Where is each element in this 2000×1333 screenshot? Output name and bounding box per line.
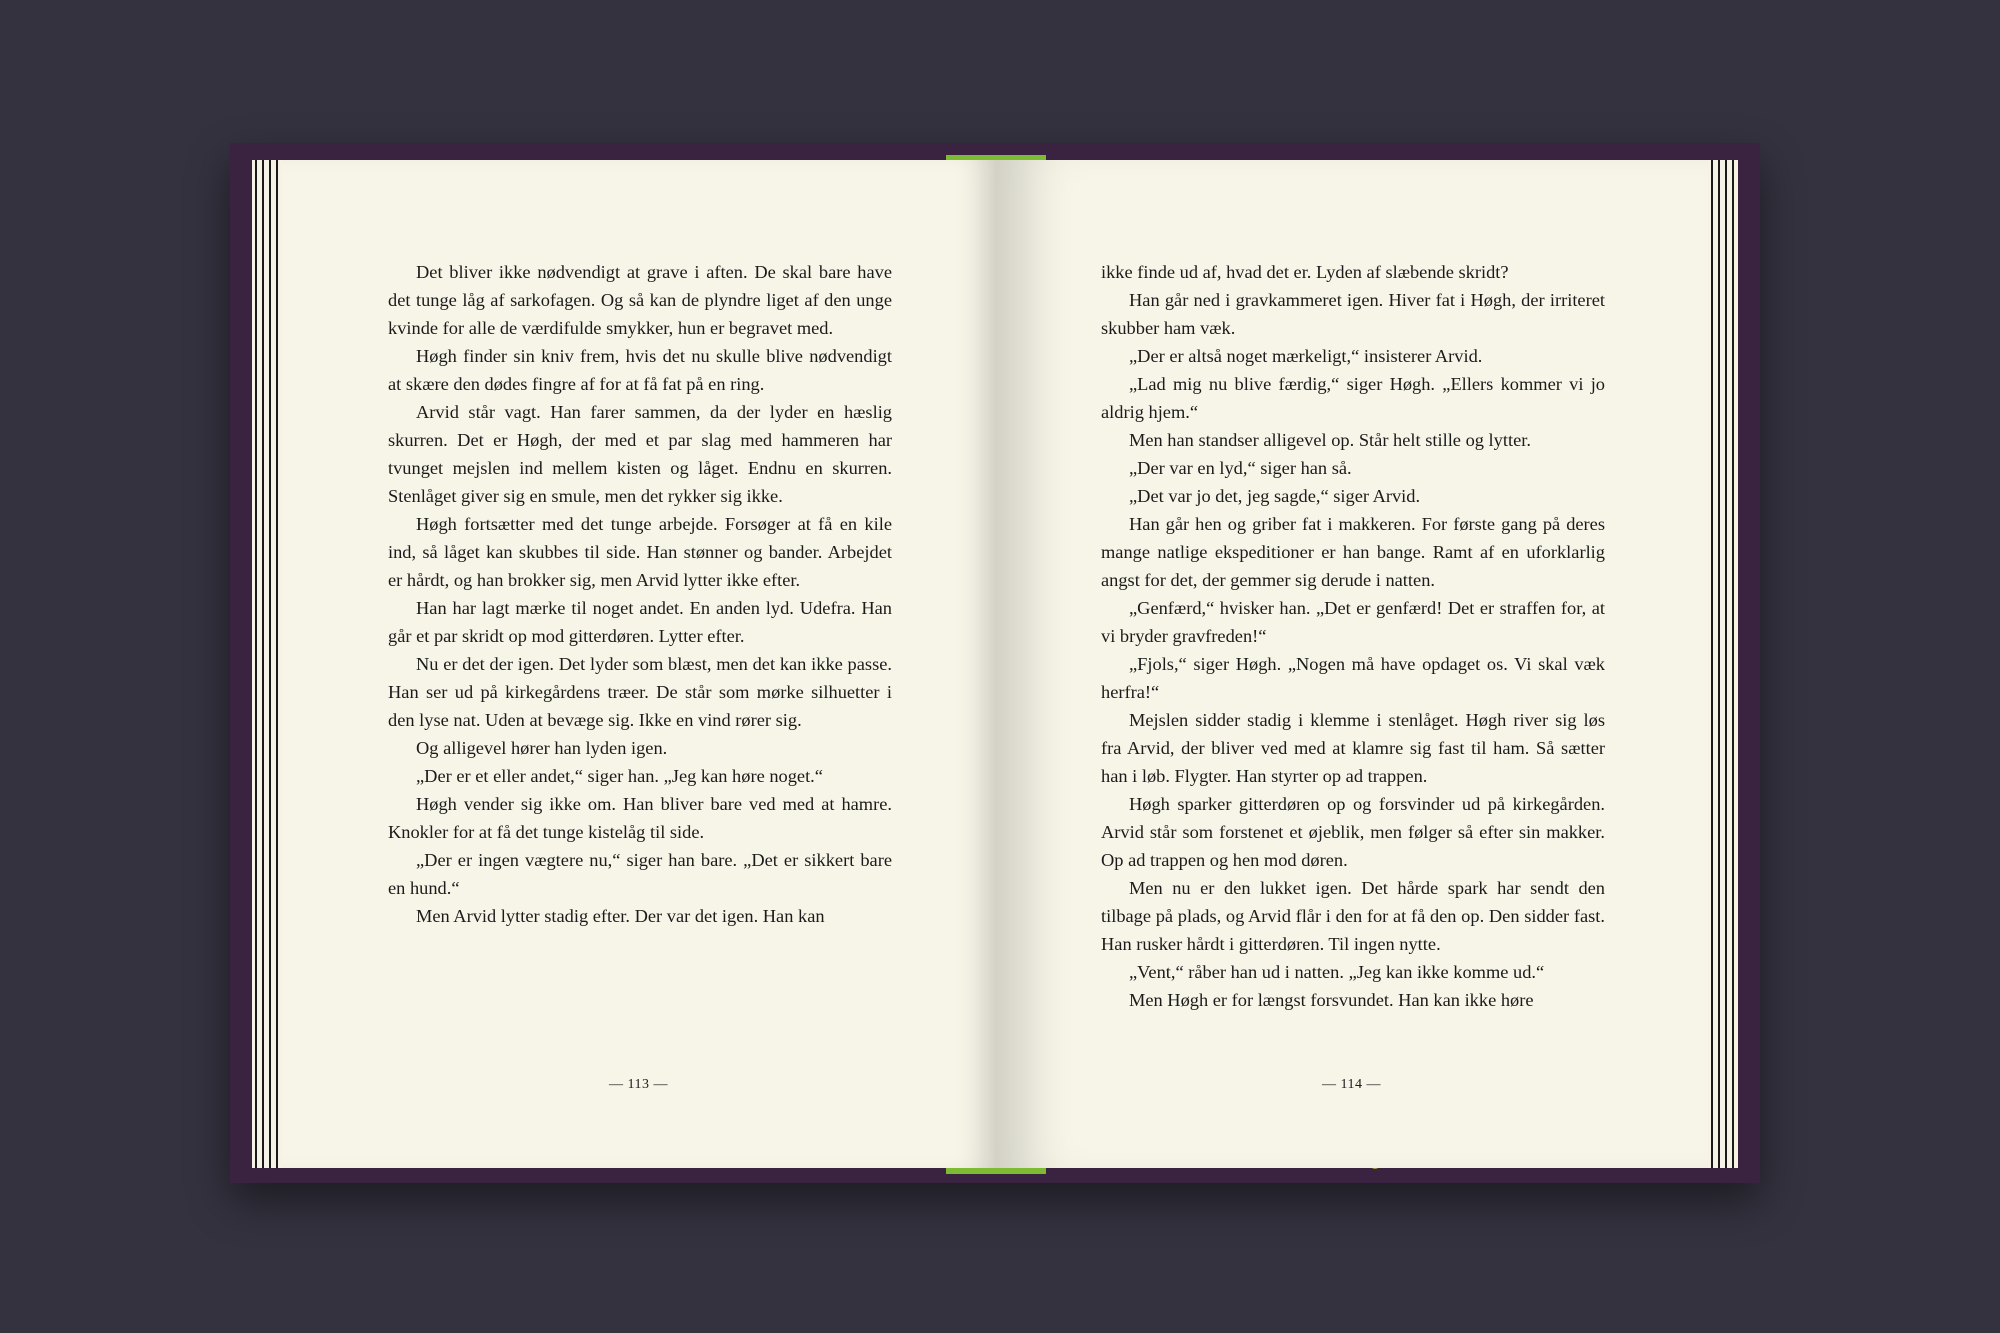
right-paragraph: „Lad mig nu blive færdig,“ siger Høgh. „Ellers kommer vi jo aldrig hjem.“ bbox=[1101, 374, 1605, 422]
continued-line: ikke finde ud af, hvad det er. Lyden af slæbende skridt? bbox=[1101, 262, 1509, 282]
page-edges-right bbox=[1708, 160, 1738, 1168]
left-paragraph: Høgh finder sin kniv frem, hvis det nu skulle blive nødvendigt at skære den dødes fingre af for at få fat på en ring. bbox=[388, 346, 892, 394]
right-paragraph: „Fjols,“ siger Høgh. „Nogen må have opdaget os. Vi skal væk herfra!“ bbox=[1101, 654, 1605, 702]
left-paragraph: Nu er det der igen. Det lyder som blæst, men det kan ikke passe. Han ser ud på kirkegårdens træer. De står som mørke silhuetter i den lyse nat. Uden at bevæge sig. Ikke en vind rører sig. bbox=[388, 654, 892, 730]
right-paragraph: Mejslen sidder stadig i klemme i stenlåget. Høgh river sig løs fra Arvid, der bliver ved med at klamre sig fast til ham. Så sætter han i løb. Flygter. Han styrter op ad trappen. bbox=[1101, 710, 1605, 786]
left-paragraph: Høgh fortsætter med det tunge arbejde. Forsøger at få en kile ind, så låget kan skubbes til side. Han stønner og bander. Arbejdet er hårdt, og han brokker sig, men Arvid lytter ikke efter. bbox=[388, 514, 892, 590]
left-paragraph: Men Arvid lytter stadig efter. Der var det igen. Han kan bbox=[416, 906, 825, 926]
left-paragraph: „Der er ingen vægtere nu,“ siger han bare. „Det er sikkert bare en hund.“ bbox=[388, 850, 892, 898]
right-paragraph: „Det var jo det, jeg sagde,“ siger Arvid. bbox=[1129, 486, 1421, 506]
right-paragraph: Høgh sparker gitterdøren op og forsvinder ud på kirkegården. Arvid står som forstenet et øjeblik, men følger så efter sin makker. Op ad trappen og hen mod døren. bbox=[1101, 794, 1605, 870]
left-page-text bbox=[388, 258, 892, 930]
left-paragraph: „Der er et eller andet,“ siger han. „Jeg kan høre noget.“ bbox=[416, 766, 823, 786]
right-page-number: — 114 — bbox=[1322, 1077, 1381, 1092]
left-paragraph: Han har lagt mærke til noget andet. En anden lyd. Udefra. Han går et par skridt op mod gitterdøren. Lytter efter. bbox=[388, 598, 892, 646]
right-paragraph: Han går ned i gravkammeret igen. Hiver fat i Høgh, der irriteret skubber ham væk. bbox=[1101, 290, 1605, 338]
right-paragraph: „Der er altså noget mærkeligt,“ insisterer Arvid. bbox=[1129, 346, 1483, 366]
right-page bbox=[995, 160, 1708, 1168]
right-paragraph: Men Høgh er for længst forsvundet. Han kan ikke høre bbox=[1129, 990, 1534, 1010]
left-page-number-value: 113 bbox=[627, 1077, 650, 1092]
left-page bbox=[282, 160, 995, 1168]
left-paragraph: Arvid står vagt. Han farer sammen, da der lyder en hæslig skurren. Det er Høgh, der med et par slag med hammeren har tvunget mejslen ind mellem kisten og låget. Endnu en skurren. Stenlåget giver sig en smule, men det rykker sig ikke. bbox=[388, 402, 892, 506]
right-page-text bbox=[1101, 258, 1605, 1014]
right-paragraph: Han går hen og griber fat i makkeren. For første gang på deres mange natlige ekspeditioner er han bange. Ramt af en uforklarlig angst for det, der gemmer sig derude i natten. bbox=[1101, 514, 1605, 590]
left-paragraph: Det bliver ikke nødvendigt at grave i aften. De skal bare have det tunge låg af sarkofagen. Og så kan de plyndre liget af den unge kvinde for alle de værdifulde smykker, hun er begravet med. bbox=[388, 262, 892, 338]
right-paragraph: „Der var en lyd,“ siger han så. bbox=[1129, 458, 1352, 478]
page-edges-left bbox=[252, 160, 282, 1168]
left-paragraph: Og alligevel hører han lyden igen. bbox=[416, 738, 668, 758]
right-paragraph: Men nu er den lukket igen. Det hårde spark har sendt den tilbage på plads, og Arvid flår i den for at få den op. Den sidder fast. Han rusker hårdt i gitterdøren. Til ingen nytte. bbox=[1101, 878, 1605, 954]
right-paragraph: „Vent,“ råber han ud i natten. „Jeg kan ikke komme ud.“ bbox=[1129, 962, 1545, 982]
right-paragraph: Men han standser alligevel op. Står helt stille og lytter. bbox=[1129, 430, 1531, 450]
left-paragraph: Høgh vender sig ikke om. Han bliver bare ved med at hamre. Knokler for at få det tunge kistelåg til side. bbox=[388, 794, 892, 842]
right-page-number-value: 114 bbox=[1340, 1077, 1363, 1092]
right-paragraph: „Genfærd,“ hvisker han. „Det er genfærd! Det er straffen for, at vi bryder gravfreden!“ bbox=[1101, 598, 1605, 646]
left-page-number: — 113 — bbox=[609, 1077, 668, 1092]
